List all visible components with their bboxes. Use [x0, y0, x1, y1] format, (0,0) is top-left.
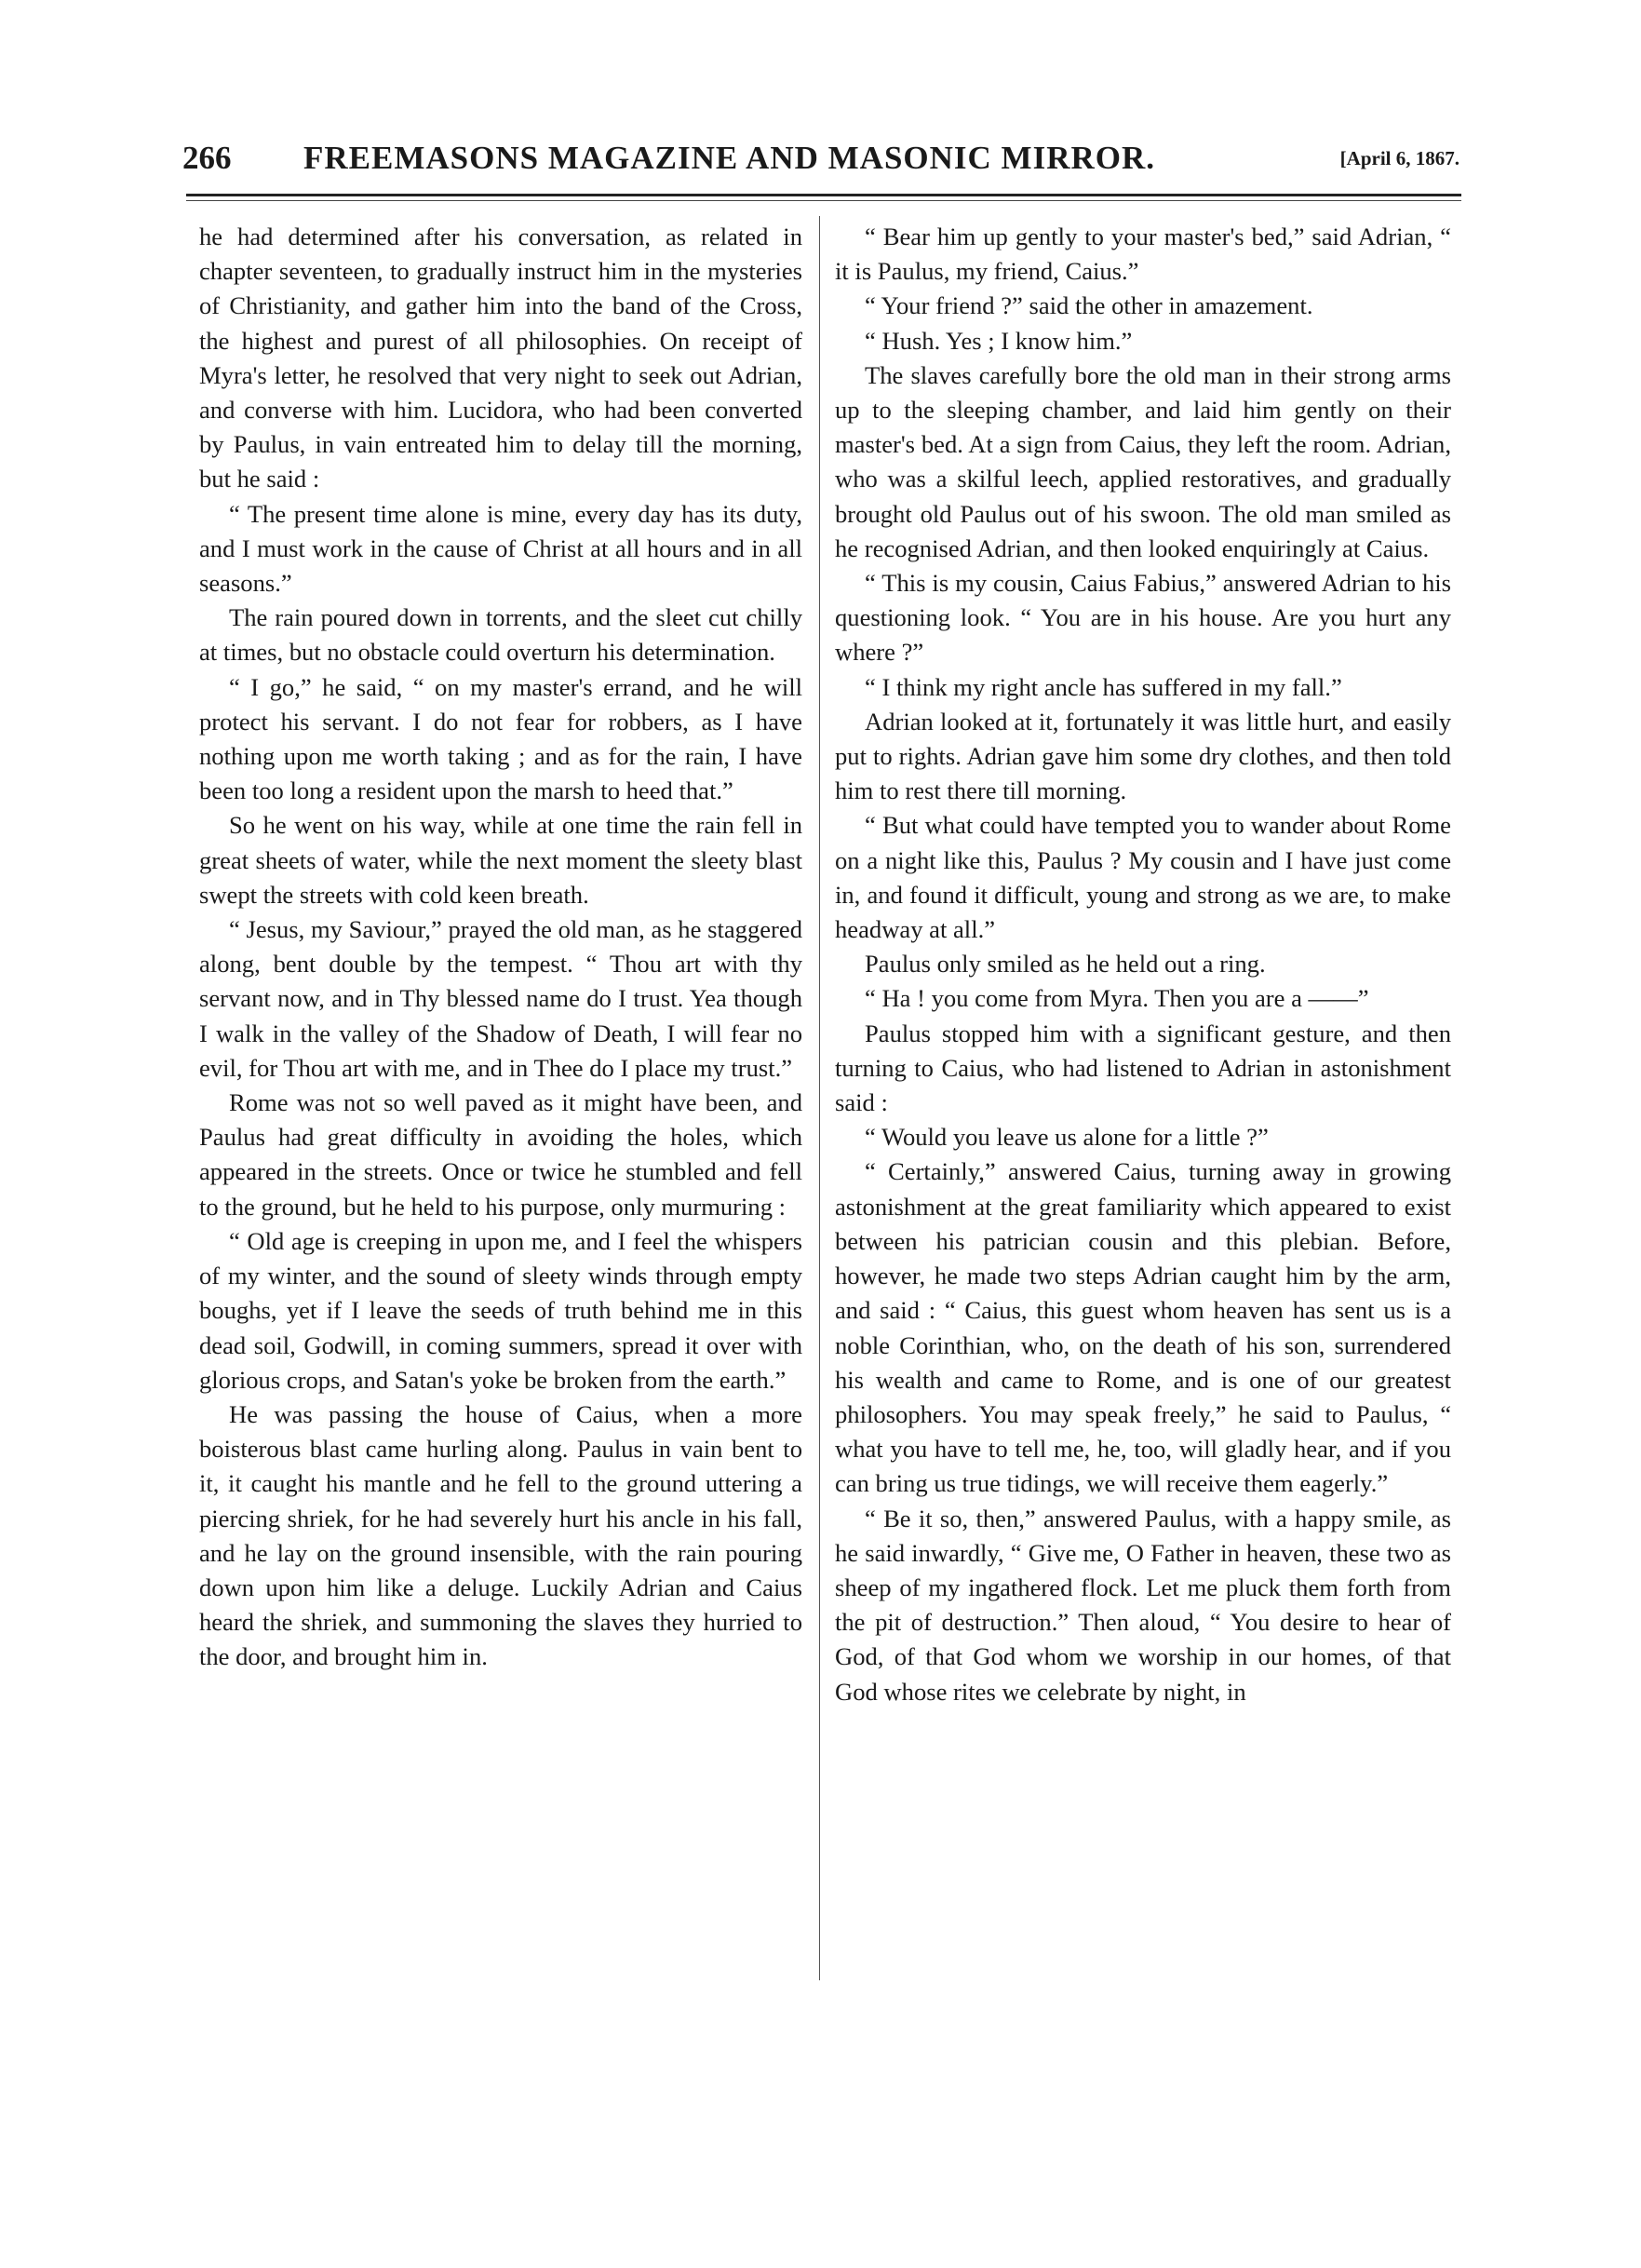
paragraph: The slaves carefully bore the old man in their strong arms up to the sleeping chamber, and laid him gently on their master's bed. At a sign from Caius, they left the room. Adrian, who was a skilful leech, applied restoratives, and gradually brought old Paulus out of his swoon. The old man smiled as he recognised Adrian, and then looked enquiringly at Caius.	[835, 360, 1451, 562]
left-column	[199, 220, 802, 1675]
paragraph: “ I think my right ancle has suffered in my fall.”	[865, 672, 1342, 701]
header-rule-thin	[186, 200, 1461, 201]
paragraph: Paulus stopped him with a significant gesture, and then turning to Caius, who had listened to Adrian in astonishment said :	[835, 1019, 1451, 1117]
paragraph: “ The present time alone is mine, every day has its duty, and I must work in the cause of Christ at all hours and in all seasons.”	[199, 499, 802, 598]
issue-date: [April 6, 1867.	[1339, 147, 1459, 169]
paragraph: The rain poured down in torrents, and the sleet cut chilly at times, but no obstacle could overturn his determination.	[199, 603, 802, 667]
paragraph: “ Would you leave us alone for a little ?”	[865, 1123, 1269, 1152]
paragraph: “ Your friend ?” said the other in amazement.	[865, 291, 1313, 320]
paragraph: He was passing the house of Caius, when a more boisterous blast came hurling along. Paulus in vain bent to it, it caught his mantle and he fell to the ground uttering a piercing shriek, for he had severely hurt his ancle in his fall, and he lay on the ground insensible, with the rain pouring down upon him like a deluge. Luckily Adrian and Caius heard the shriek, and summoning the slaves they hurried to the door, and brought him in.	[199, 1399, 802, 1671]
paragraph: “ Certainly,” answered Caius, turning away in growing astonishment at the great familiarity which appeared to exist between his patrician cousin and this plebian. Before, however, he made two steps Adrian caught him by the arm, and said : “ Caius, this guest whom heaven has sent us is a noble Corinthian, who, on the death of his son, surrendered his wealth and came to Rome, and is one of our greatest philosophers. You may speak freely,” he said to Paulus, “ what you have to tell me, he, too, will gladly hear, and if you can bring us true tidings, we will receive them eagerly.”	[835, 1157, 1451, 1498]
page-header	[182, 140, 1459, 186]
paragraph: “ Bear him up gently to your master's bed,” said Adrian, “ it is Paulus, my friend, Caius.”	[835, 223, 1451, 286]
paragraph: Adrian looked at it, fortunately it was little hurt, and easily put to rights. Adrian gave him some dry clothes, and then told him to rest there till morning.	[835, 707, 1451, 805]
paragraph: Paulus only smiled as he held out a ring.	[865, 950, 1266, 979]
paragraph: “ Old age is creeping in upon me, and I feel the whispers of my winter, and the sound of sleety winds through empty boughs, yet if I leave the seeds of truth behind me in this dead soil, Godwill, in coming summers, spread it over with glorious crops, and Satan's yoke be broken from the earth.”	[199, 1226, 802, 1394]
paragraph: So he went on his way, while at one time the rain fell in great sheets of water, while the next moment the sleety blast swept the streets with cold keen breath.	[199, 811, 802, 909]
header-rule-thick	[186, 194, 1461, 196]
column-divider	[819, 216, 820, 1980]
paragraph: Rome was not so well paved as it might have been, and Paulus had great difficulty in avoiding the holes, which appeared in the streets. Once or twice he stumbled and fell to the ground, but he held to his purpose, only murmuring :	[199, 1088, 802, 1221]
right-column	[835, 220, 1451, 1709]
page-number: 266	[182, 140, 232, 176]
paragraph: “ This is my cousin, Caius Fabius,” answered Adrian to his questioning look. “ You are in his house. Are you hurt any where ?”	[835, 569, 1451, 667]
paragraph: he had determined after his conversation, as related in chapter seventeen, to gradually instruct him in the mysteries of Christianity, and gather him into the band of the Cross, the highest and purest of all philosophies. On receipt of Myra's letter, he resolved that very night to seek out Adrian, and converse with him. Lucidora, who had been converted by Paulus, in vain entreated him to delay till the morning, but he said :	[199, 223, 802, 493]
magazine-title: FREEMASONS MAGAZINE AND MASONIC MIRROR.	[303, 140, 1156, 176]
paragraph: “ Hush. Yes ; I know him.”	[865, 326, 1133, 355]
paragraph: “ Be it so, then,” answered Paulus, with a happy smile, as he said inwardly, “ Give me, O Father in heaven, these two as sheep of my ingathered flock. Let me pluck them forth from the pit of destruction.” Then aloud, “ You desire to hear of God, of that God whom we worship in our homes, of that God whose rites we celebrate by night, in	[835, 1504, 1451, 1706]
paragraph: “ Ha ! you come from Myra. Then you are a ——”	[865, 984, 1369, 1013]
paragraph: “ I go,” he said, “ on my master's errand, and he will protect his servant. I do not fear for robbers, as I have nothing upon me worth taking ; and as for the rain, I have been too long a resident upon the marsh to heed that.”	[199, 672, 802, 805]
paragraph: “ Jesus, my Saviour,” prayed the old man, as he staggered along, bent double by the tempest. “ Thou art with thy servant now, and in Thy blessed name do I trust. Yea though I walk in the valley of the Shadow of Death, I will fear no evil, for Thou art with me, and in Thee do I place my trust.”	[199, 915, 802, 1082]
paragraph: “ But what could have tempted you to wander about Rome on a night like this, Paulus ? My cousin and I have just come in, and found it difficult, young and strong as we are, to make headway at all.”	[835, 811, 1451, 944]
